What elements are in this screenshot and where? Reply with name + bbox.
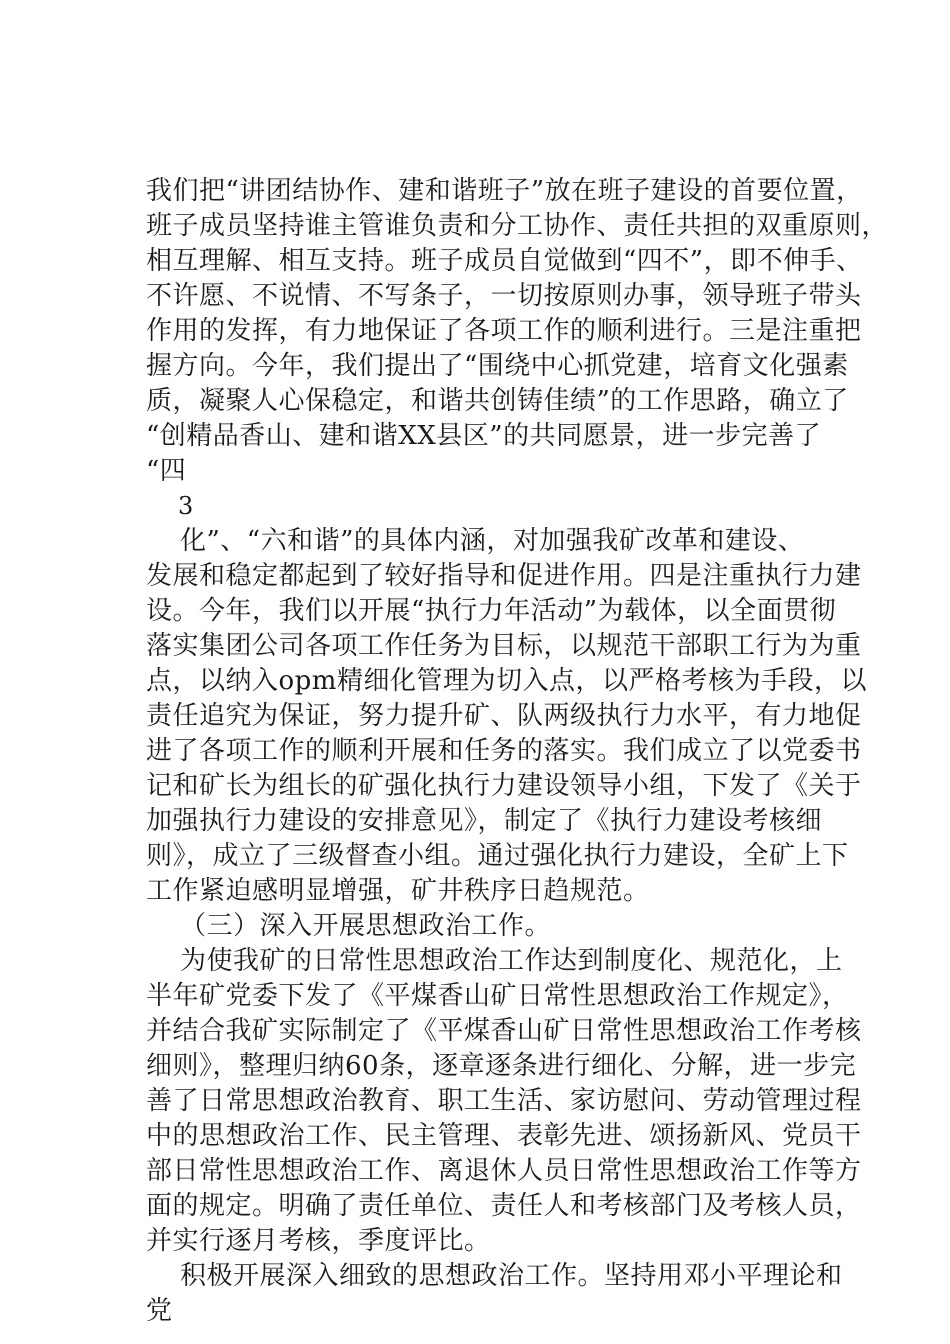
text-line: 落实集团公司各项工作任务为目标，以规范干部职工行为为重 [146, 631, 862, 661]
text-line: 我们把“讲团结协作、建和谐班子”放在班子建设的首要位置， [146, 176, 863, 206]
text-line: 面的规定。明确了责任单位、责任人和考核部门及考核人员， [146, 1191, 862, 1221]
text-line: 发展和稳定都起到了较好指导和促进作用。四是注重执行力建 [146, 561, 862, 591]
text-line: 记和矿长为组长的矿强化执行力建设领导小组，下发了《关于 [146, 771, 862, 801]
text-line: 握方向。今年，我们提出了“围绕中心抓党建，培育文化强素 [146, 351, 849, 381]
text-line: 作用的发挥，有力地保证了各项工作的顺利进行。三是注重把 [146, 316, 862, 346]
text-line: 化”、“六和谐”的具体内涵，对加强我矿改革和建设、 [180, 526, 805, 556]
text-line: 相互理解、相互支持。班子成员自觉做到“四不”，即不伸手、 [146, 246, 863, 276]
text-line: 班子成员坚持谁主管谁负责和分工协作、责任共担的双重原则， [146, 211, 889, 241]
text-line: 质，凝聚人心保稳定，和谐共创铸佳绩”的工作思路，确立了 [146, 386, 849, 416]
text-line: 部日常性思想政治工作、离退休人员日常性思想政治工作等方 [146, 1156, 862, 1186]
text-line: 责任追究为保证，努力提升矿、队两级执行力水平，有力地促 [146, 701, 862, 731]
text-line: 善了日常思想政治教育、职工生活、家访慰问、劳动管理过程 [146, 1086, 862, 1116]
text-line: 并结合我矿实际制定了《平煤香山矿日常性思想政治工作考核 [146, 1016, 862, 1046]
text-line: 为使我矿的日常性思想政治工作达到制度化、规范化，上 [180, 946, 843, 976]
text-line: 不许愿、不说情、不写条子，一切按原则办事，领导班子带头 [146, 281, 862, 311]
text-line: 进了各项工作的顺利开展和任务的落实。我们成立了以党委书 [146, 736, 862, 766]
text-line: 党 [146, 1296, 173, 1326]
section-heading: （三）深入开展思想政治工作。 [180, 911, 552, 941]
text-line: 设。今年，我们以开展“执行力年活动”为载体，以全面贯彻 [146, 596, 837, 626]
text-line: 则》，成立了三级督查小组。通过强化执行力建设，全矿上下 [146, 841, 849, 871]
text-line: 工作紧迫感明显增强，矿井秩序日趋规范。 [146, 876, 650, 906]
text-line: “四 [146, 456, 187, 486]
text-line: 并实行逐月考核，季度评比。 [146, 1226, 491, 1256]
text-line: 积极开展深入细致的思想政治工作。坚持用邓小平理论和 [180, 1261, 843, 1291]
text-line: 细则》，整理归纳60条，逐章逐条进行细化、分解，进一步完 [146, 1051, 857, 1081]
text-line: “创精品香山、建和谐XX县区”的共同愿景，进一步完善了 [146, 421, 822, 451]
text-line: 半年矿党委下发了《平煤香山矿日常性思想政治工作规定》， [146, 981, 849, 1011]
text-line: 点，以纳入opm精细化管理为切入点，以严格考核为手段，以 [146, 666, 867, 696]
text-line: 加强执行力建设的安排意见》，制定了《执行力建设考核细 [146, 806, 823, 836]
inline-page-number: 3 [178, 492, 194, 520]
text-line: 中的思想政治工作、民主管理、表彰先进、颂扬新风、党员干 [146, 1121, 862, 1151]
